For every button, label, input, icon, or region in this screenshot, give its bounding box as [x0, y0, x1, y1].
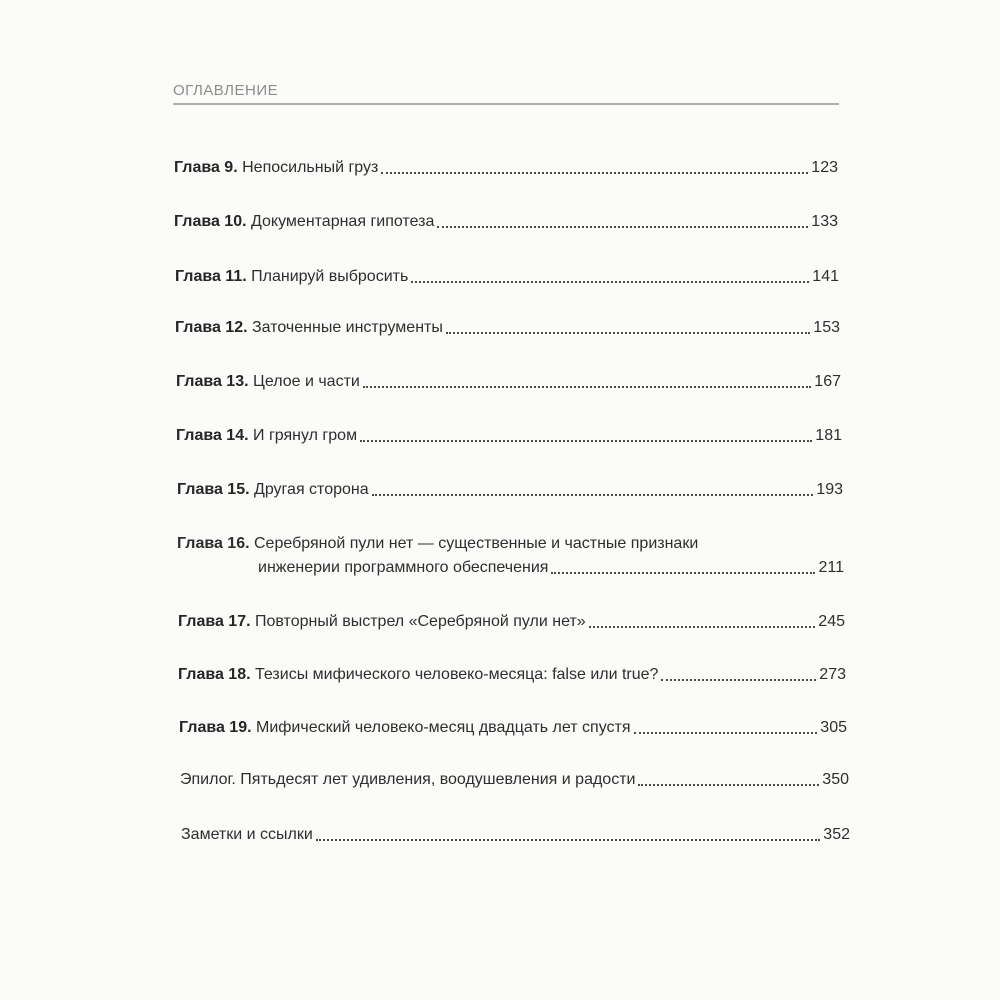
- chapter-title: Документарная гипотеза: [251, 213, 435, 230]
- toc-entry-chapter-16[interactable]: [177, 534, 844, 578]
- chapter-title: Заметки и ссылки: [181, 826, 313, 843]
- dot-leader: [372, 494, 814, 496]
- chapter-label: Глава 16.: [177, 535, 250, 552]
- dot-leader: [661, 679, 816, 681]
- dot-leader: [411, 281, 809, 283]
- toc-entry-chapter-12[interactable]: [175, 318, 840, 338]
- toc-entry-notes[interactable]: [181, 825, 850, 845]
- toc-entry-chapter-14[interactable]: [176, 426, 842, 446]
- dot-leader: [363, 386, 811, 388]
- chapter-label: Глава 12.: [175, 319, 248, 336]
- chapter-label: Глава 18.: [178, 666, 251, 683]
- dot-leader: [551, 572, 815, 574]
- page-number: 350: [822, 771, 849, 788]
- chapter-label: Глава 11.: [175, 268, 247, 285]
- page-number: 167: [814, 373, 841, 390]
- page-number: 123: [811, 159, 838, 176]
- toc-entry-epilogue[interactable]: [180, 770, 849, 790]
- page-number: 141: [812, 268, 839, 285]
- toc-entry-chapter-10[interactable]: [174, 212, 838, 232]
- chapter-title: Другая сторона: [254, 481, 369, 498]
- page-number: 153: [813, 319, 840, 336]
- page-number: 273: [819, 666, 846, 683]
- chapter-label: Глава 15.: [177, 481, 250, 498]
- dot-leader: [360, 440, 812, 442]
- chapter-label: Глава 14.: [176, 427, 249, 444]
- chapter-title: Повторный выстрел «Серебряной пули нет»: [255, 613, 586, 630]
- dot-leader: [589, 626, 816, 628]
- chapter-title: Заточенные инструменты: [252, 319, 443, 336]
- chapter-title-continued: инженерии программного обеспечения: [258, 559, 549, 576]
- toc-entry-chapter-13[interactable]: [176, 372, 841, 392]
- page-number: 245: [818, 613, 845, 630]
- toc-entry-chapter-9[interactable]: [174, 158, 838, 178]
- chapter-title: Непосильный груз: [242, 159, 379, 176]
- chapter-label: Глава 13.: [176, 373, 249, 390]
- toc-entry-chapter-18[interactable]: [178, 665, 846, 685]
- chapter-label: Глава 19.: [179, 719, 252, 736]
- chapter-title: Целое и части: [253, 373, 360, 390]
- page-number: 133: [811, 213, 838, 230]
- dot-leader: [638, 784, 819, 786]
- page-number: 211: [818, 559, 844, 576]
- chapter-title: И грянул гром: [253, 427, 358, 444]
- dot-leader: [437, 226, 808, 228]
- page-number: 193: [816, 481, 843, 498]
- chapter-title: Планируй выбросить: [251, 268, 409, 285]
- chapter-label: Глава 17.: [178, 613, 251, 630]
- chapter-title: Тезисы мифического человеко-месяца: false или true?: [255, 666, 659, 683]
- chapter-label: Глава 10.: [174, 213, 247, 230]
- page-number: 305: [820, 719, 847, 736]
- chapter-title: Эпилог. Пятьдесят лет удивления, воодушевления и радости: [180, 771, 636, 788]
- toc-entry-chapter-15[interactable]: [177, 480, 843, 500]
- dot-leader: [316, 839, 821, 841]
- chapter-title: Мифический человеко-месяц двадцать лет спустя: [256, 719, 631, 736]
- chapter-label: Глава 9.: [174, 159, 238, 176]
- page-number: 181: [815, 427, 842, 444]
- toc-entry-chapter-17[interactable]: [178, 612, 845, 632]
- header-title: ОГЛАВЛЕНИЕ: [173, 82, 279, 99]
- toc-entry-chapter-19[interactable]: [179, 718, 847, 738]
- chapter-title: Серебряной пули нет — существенные и частные признаки: [254, 535, 699, 552]
- page-number: 352: [823, 826, 850, 843]
- dot-leader: [381, 172, 808, 174]
- dot-leader: [634, 732, 818, 734]
- toc-entry-chapter-11[interactable]: [175, 267, 839, 287]
- dot-leader: [446, 332, 810, 334]
